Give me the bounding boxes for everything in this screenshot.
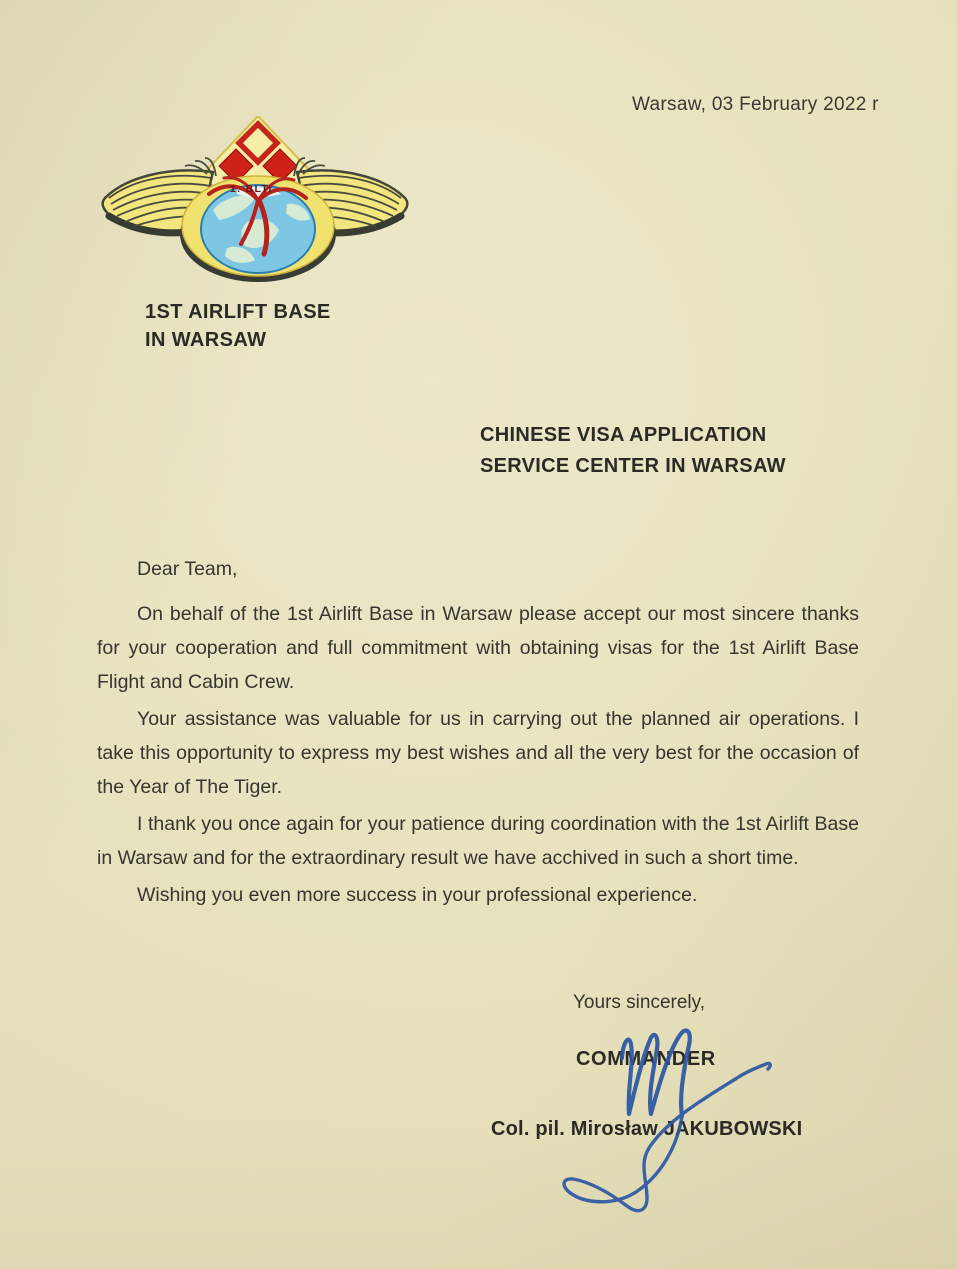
unit-emblem bbox=[95, 116, 415, 286]
signature-handwriting bbox=[538, 1022, 834, 1222]
paragraph-2: Your assistance was valuable for us in carrying out the planned air operations. I take this opportunity to express my best wishes and all the very best for the occasion of the Year of The Tiger. bbox=[97, 708, 859, 798]
recipient-block bbox=[480, 420, 786, 482]
signatory-name: Col. pil. Mirosław JAKUBOWSKI bbox=[491, 1118, 803, 1140]
paragraph-4: Wishing you even more success in your professional experience. bbox=[137, 884, 698, 906]
winged-globe-emblem-icon bbox=[95, 116, 415, 286]
sender-line-1: 1ST AIRLIFT BASE bbox=[145, 301, 331, 323]
letter-body bbox=[97, 552, 859, 915]
salutation: Dear Team, bbox=[137, 558, 238, 580]
recipient-line-1: CHINESE VISA APPLICATION bbox=[480, 424, 767, 446]
recipient-line-2: SERVICE CENTER IN WARSAW bbox=[480, 455, 786, 477]
paragraph-1: On behalf of the 1st Airlift Base in Warsaw please accept our most sincere thanks for your cooperation and full commitment with obtaining visas for the 1st Airlift Base Flight and Cabin Crew. bbox=[97, 603, 859, 693]
signatory-title: COMMANDER bbox=[576, 1048, 716, 1070]
emblem-unit-abbreviation: 1. BLTr bbox=[230, 183, 274, 195]
date-line: Warsaw, 03 February 2022 r bbox=[632, 94, 879, 115]
valediction: Yours sincerely, bbox=[573, 992, 706, 1013]
sender-line-2: IN WARSAW bbox=[145, 329, 267, 351]
sender-block bbox=[145, 298, 331, 354]
paragraph-3: I thank you once again for your patience during coordination with the 1st Airlift Base in Warsaw and for the extraordinary result we have acchived in such a short time. bbox=[97, 813, 859, 869]
